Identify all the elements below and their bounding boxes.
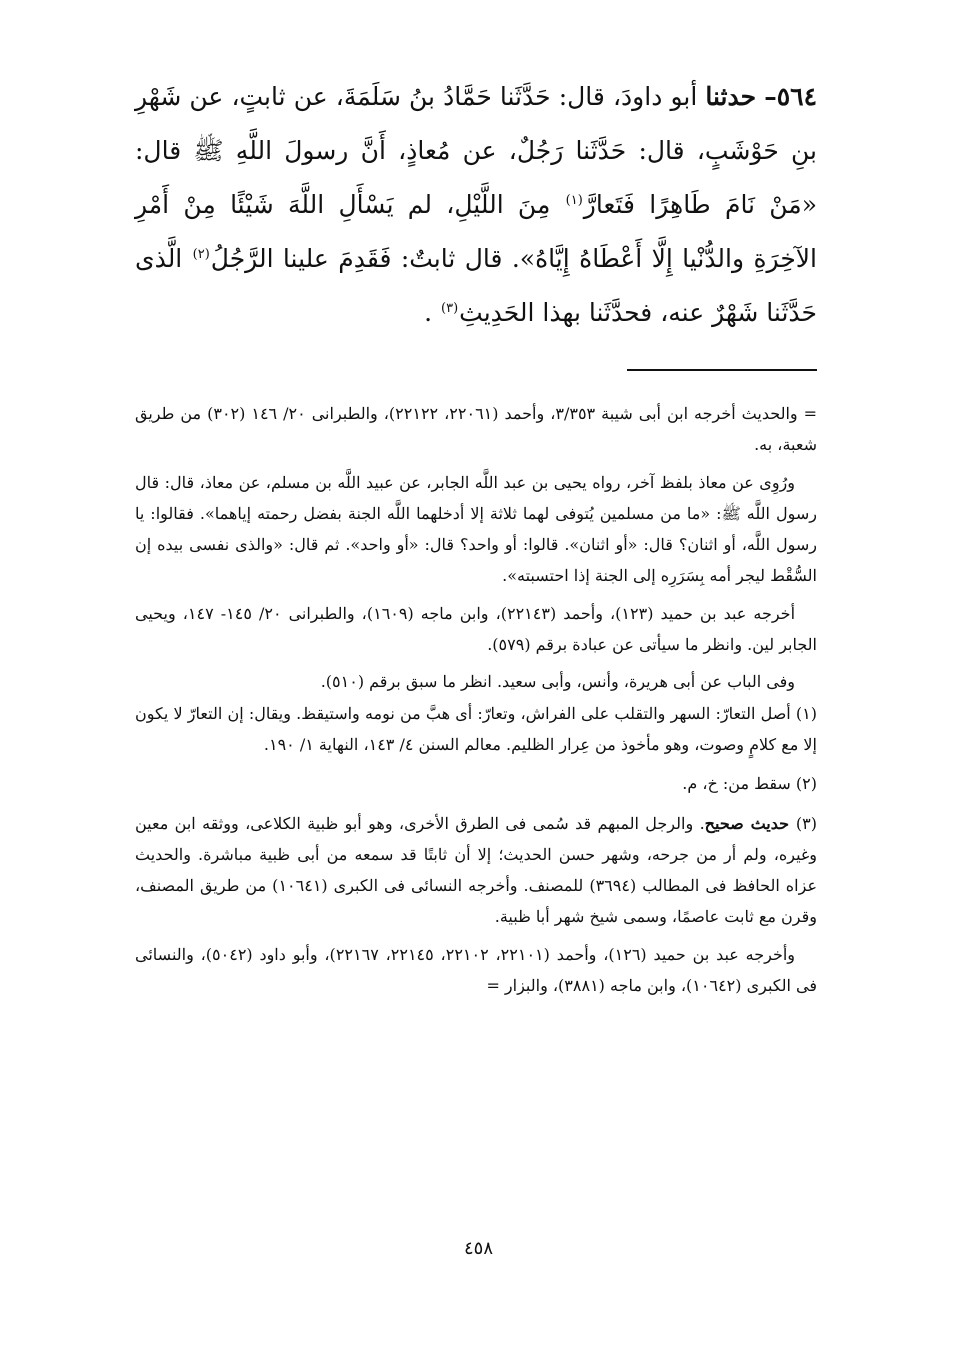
footnote-3-number: (٣) <box>795 813 817 833</box>
hadith-body-part-2: مِنَ اللَّيْلِ، لم يَسْأَلِ اللَّهَ شَيْئًا مِنْ أَمْرِ الآخِرَةِ والدُّنْيا إِلَّا أَعْطَاهُ إِيَّاهُ». قال ثابتٌ: فَقَدِمَ علينا الرَّجُلُ <box>135 190 817 273</box>
footnote-3-grade: حديث صحيح <box>704 813 796 833</box>
footnote-ref-3[interactable]: (٣) <box>441 300 459 316</box>
hadith-lead-word: حدثنا <box>705 82 757 111</box>
footnote-3 <box>135 808 817 933</box>
hadith-paragraph <box>135 70 817 340</box>
footnote-3-text: . والرجل المبهم قد سُمى فى الطرق الأخرى، وهو أبو ظبية الكلاعى، ووثقه ابن معين وغيره، ولم أر من جرحه، وشهر حسن الحديث؛ إلا أن ثابتًا قد سمعه من أبى ظبية مباشرة. والحديث عزاه الحافظ فى المطالب (٣٦٩٤) للمصنف. وأخرجه النسائى فى الكبرى (١٠٦٤١) من طريق المصنف، وقرن مع ثابت عاصمًا، وسمى شيخ شهر أبا ظبية. <box>135 813 817 927</box>
footnote-3-continuation: وأخرجه عبد بن حميد (١٢٦)، وأحمد (٢٢١٠١، ٢٢١٠٢، ٢٢١٤٥، ٢٢١٦٧)، وأبو داود (٥٠٤٢)، والنسائى فى الكبرى (١٠٦٤٢)، وابن ماجه (٣٨٨١)، والبزار = <box>135 944 817 996</box>
hadith-end-mark: . <box>424 298 433 327</box>
footnote-takhrij: أخرجه عبد بن حميد (١٢٣)، وأحمد (٢٢١٤٣)، وابن ماجه (١٦٠٩)، والطبرانى ٢٠/ ١٤٥- ١٤٧، ويحيى الجابر لين. وانظر ما سيأتى عن عبادة برقم (٥٧٩). <box>135 603 817 655</box>
footnote-ref-2[interactable]: (٢) <box>192 246 210 262</box>
footnotes-section <box>135 398 817 1001</box>
hadith-body-part-1: أبو داودَ، قال: حَدَّثَنا حَمَّادُ بنُ سَلَمَةَ، عن ثابتٍ، عن شَهْرِ بنِ حَوْشَبٍ، قال: حَدَّثَنا رَجُلٌ، عن مُعاذٍ، أَنَّ رسولَ اللَّهِ ﷺ قال: «مَنْ نَامَ طَاهِرًا فَتَعارَّ <box>135 82 817 219</box>
footnote-2: (٢) سقط من: خ، م. <box>682 774 817 794</box>
footnote-1: (١) أصل التعارّ: السهر والتقلب على الفراش، وتعارّ: أى هبَّ من نومه واستيقظ. ويقال: إن التعارّ لا يكون إلا مع كلامٍ وصوت، وهو مأخوذ من عِرار الظليم. معالم السنن ٤/ ١٤٣، النهاية ١/ ١٩٠. <box>135 703 817 754</box>
footnote-variant-narration: ورُوِى عن معاذ بلفظ آخر، رواه يحيى بن عبد اللَّه الجابر، عن عبيد اللَّه بن مسلم، عن معاذ، قال: قال رسول اللَّه ﷺ: «ما من مسلمين يُتوفى لهما ثلاثة إلا أدخلهما اللَّه الجنة بفضل رحمته إياهما». فقالوا: يا رسول اللَّه، أو اثنان؟ قال: «أو اثنان». قالوا: أو واحد؟ قال: «أو واحد». ثم قال: «والذى نفسى بيده إن السُّقْط ليجر أمه بِسَرَرِه إلى الجنة إذا احتسبته». <box>135 472 817 586</box>
hadith-number: ٥٦٤– <box>764 82 818 111</box>
page-number: ٤٥٨ <box>463 1238 493 1259</box>
footnote-ref-1[interactable]: (١) <box>565 192 583 208</box>
hadith-text <box>135 70 817 340</box>
footnote-separator <box>627 369 817 371</box>
footnote-bab: وفى الباب عن أبى هريرة، وأنس، وأبى سعيد. انظر ما سبق برقم (٥١٠). <box>320 672 795 692</box>
hadith-body-part-3: الَّذى حَدَّثَنا شَهْرٌ عنه، فحدَّثَنا بهذا الحَدِيثِ <box>135 244 817 327</box>
footnote-continuation: = والحديث أخرجه ابن أبى شيبة ٣/٣٥٣، وأحمد (٢٢٠٦١، ٢٢١٢٢)، والطبرانى ٢٠/ ١٤٦ (٣٠٢) من طريق شعبة، به. <box>135 404 818 455</box>
